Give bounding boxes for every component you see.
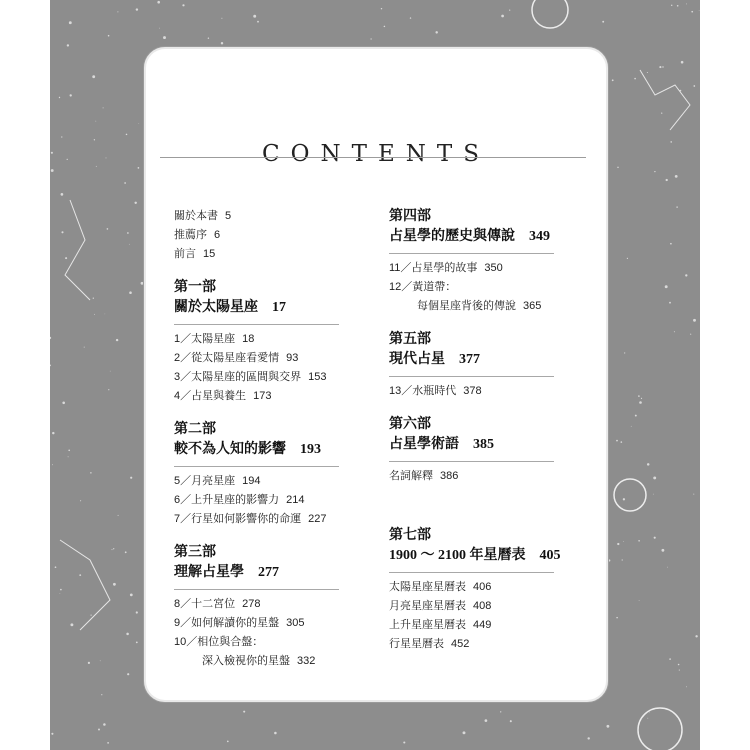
star-dot bbox=[60, 593, 61, 594]
star-dot bbox=[638, 540, 640, 542]
star-dot bbox=[617, 543, 619, 545]
star-dot bbox=[501, 15, 504, 18]
sun-icon-top bbox=[532, 0, 568, 28]
star-dot bbox=[94, 139, 95, 140]
star-dot bbox=[463, 731, 466, 734]
part-label: 第四部 bbox=[389, 209, 431, 224]
part-section bbox=[389, 207, 599, 316]
section-divider bbox=[174, 589, 339, 590]
star-dot bbox=[107, 742, 109, 744]
star-dot bbox=[134, 202, 136, 204]
star-dot bbox=[221, 42, 223, 44]
star-dot bbox=[654, 171, 655, 172]
part-label: 第二部 bbox=[174, 422, 216, 437]
star-dot bbox=[631, 426, 632, 427]
star-dot bbox=[157, 1, 160, 4]
toc-entry[interactable]: 前言 15 bbox=[174, 248, 216, 260]
star-dot bbox=[690, 334, 691, 335]
part-label: 第七部 bbox=[389, 528, 431, 543]
section-divider bbox=[174, 466, 339, 467]
section-divider bbox=[389, 376, 554, 377]
star-dot bbox=[84, 347, 85, 348]
toc-entry[interactable]: 4／占星與養生 173 bbox=[174, 390, 272, 402]
toc-entry[interactable]: 月亮星座星曆表 408 bbox=[389, 600, 492, 612]
star-dot bbox=[108, 389, 109, 390]
star-dot bbox=[94, 314, 95, 315]
star-dot bbox=[510, 720, 512, 722]
star-dot bbox=[126, 633, 129, 636]
star-dot bbox=[59, 97, 60, 98]
star-dot bbox=[693, 319, 696, 322]
star-dot bbox=[686, 686, 687, 687]
star-dot bbox=[108, 35, 110, 37]
contents-card bbox=[143, 46, 609, 703]
star-dot bbox=[638, 395, 640, 397]
star-dot bbox=[649, 712, 650, 713]
star-dot bbox=[51, 733, 53, 735]
star-dot bbox=[370, 38, 371, 39]
toc-entry[interactable]: 13／水瓶時代 378 bbox=[389, 385, 482, 397]
star-dot bbox=[685, 274, 687, 276]
star-dot bbox=[68, 456, 69, 457]
star-dot bbox=[68, 449, 70, 451]
star-dot bbox=[113, 583, 116, 586]
constellation-top-right bbox=[640, 70, 690, 130]
toc-entry[interactable]: 名詞解釋 386 bbox=[389, 470, 459, 482]
star-dot bbox=[60, 589, 62, 591]
star-dot bbox=[139, 123, 140, 124]
star-dot bbox=[622, 559, 623, 560]
toc-entry[interactable]: 6／上升星座的影響力 214 bbox=[174, 494, 305, 506]
star-dot bbox=[79, 574, 81, 576]
star-dot bbox=[69, 21, 72, 24]
star-dot bbox=[125, 551, 127, 553]
star-dot bbox=[130, 594, 133, 597]
star-dot bbox=[621, 441, 623, 443]
star-dot bbox=[587, 737, 589, 739]
star-dot bbox=[106, 157, 107, 158]
part-label: 第五部 bbox=[389, 332, 431, 347]
part-title[interactable]: 1900 ～ 2100 年星曆表 405 bbox=[389, 548, 561, 563]
star-dot bbox=[695, 635, 697, 637]
star-dot bbox=[103, 107, 104, 108]
part-section bbox=[174, 420, 374, 529]
star-dot bbox=[670, 141, 672, 143]
part-title[interactable]: 占星學的歷史與傳說 349 bbox=[389, 229, 550, 244]
star-dot bbox=[612, 79, 614, 81]
part-section bbox=[389, 330, 599, 401]
toc-entry[interactable]: 2／從太陽星座看愛情 93 bbox=[174, 352, 299, 364]
star-dot bbox=[616, 617, 618, 619]
star-dot bbox=[52, 432, 54, 434]
star-dot bbox=[126, 134, 128, 136]
star-dot bbox=[666, 179, 668, 181]
star-dot bbox=[381, 8, 382, 9]
star-dot bbox=[138, 167, 140, 169]
page-title: CONTENTS bbox=[262, 141, 490, 167]
star-dot bbox=[70, 623, 73, 626]
toc-entry[interactable]: 11／占星學的故事 350 bbox=[389, 262, 503, 274]
star-dot bbox=[136, 8, 138, 10]
star-dot bbox=[635, 415, 637, 417]
star-dot bbox=[647, 718, 648, 719]
star-dot bbox=[647, 463, 650, 466]
star-dot bbox=[51, 152, 53, 154]
star-dot bbox=[634, 78, 636, 80]
star-dot bbox=[129, 244, 130, 245]
star-dot bbox=[699, 10, 700, 11]
star-dot bbox=[51, 169, 54, 172]
star-dot bbox=[159, 28, 160, 29]
star-dot bbox=[101, 694, 102, 695]
star-dot bbox=[95, 121, 96, 122]
star-dot bbox=[113, 548, 114, 549]
star-dot bbox=[208, 37, 209, 38]
part-label: 第一部 bbox=[174, 280, 216, 295]
star-dot bbox=[410, 17, 411, 18]
star-dot bbox=[667, 567, 668, 568]
star-dot bbox=[617, 167, 618, 168]
star-dot bbox=[623, 498, 625, 500]
toc-entry[interactable]: 深入檢視你的星盤 332 bbox=[202, 655, 316, 667]
toc-entry[interactable]: 關於本書 5 bbox=[174, 210, 232, 222]
star-dot bbox=[110, 371, 111, 372]
section-divider bbox=[389, 461, 554, 462]
star-dot bbox=[674, 331, 675, 332]
star-dot bbox=[639, 401, 642, 404]
star-dot bbox=[676, 206, 677, 207]
star-dot bbox=[257, 21, 259, 23]
part-section bbox=[389, 415, 599, 486]
constellation-bottom-left bbox=[60, 540, 110, 630]
star-dot bbox=[91, 615, 92, 616]
star-dot bbox=[641, 398, 642, 399]
star-dot bbox=[90, 472, 91, 473]
constellation-left bbox=[65, 200, 90, 300]
star-dot bbox=[639, 600, 640, 601]
toc-entry[interactable]: 每個星座背後的傳說 365 bbox=[417, 300, 542, 312]
star-dot bbox=[661, 112, 662, 113]
star-dot bbox=[403, 741, 405, 743]
star-dot bbox=[100, 660, 101, 661]
star-dot bbox=[116, 339, 118, 341]
star-dot bbox=[627, 258, 628, 259]
star-dot bbox=[50, 365, 51, 367]
part-section bbox=[174, 543, 374, 671]
section-divider bbox=[174, 324, 339, 325]
sun-icon bbox=[638, 708, 682, 750]
section-divider bbox=[389, 253, 554, 254]
star-dot bbox=[105, 314, 106, 315]
star-dot bbox=[654, 537, 656, 539]
part-section bbox=[174, 278, 374, 406]
star-dot bbox=[67, 44, 69, 46]
part-title[interactable]: 占星學術語 385 bbox=[389, 437, 494, 452]
star-dot bbox=[93, 298, 94, 299]
star-dot bbox=[88, 662, 90, 664]
star-dot bbox=[70, 94, 72, 96]
star-dot bbox=[500, 711, 501, 712]
section-divider bbox=[389, 572, 554, 573]
front-matter bbox=[174, 207, 374, 264]
star-dot bbox=[681, 61, 684, 64]
star-dot bbox=[647, 72, 648, 73]
star-dot bbox=[677, 5, 679, 7]
star-dot bbox=[65, 257, 67, 259]
star-dot bbox=[665, 285, 668, 288]
star-dot bbox=[96, 166, 97, 167]
star-dot bbox=[103, 723, 106, 726]
star-dot bbox=[678, 664, 680, 666]
star-dot bbox=[659, 66, 661, 68]
part-label: 第六部 bbox=[389, 417, 431, 432]
star-dot bbox=[136, 611, 138, 613]
star-dot bbox=[693, 494, 694, 495]
star-dot bbox=[623, 541, 624, 542]
star-dot bbox=[679, 670, 680, 671]
star-dot bbox=[117, 11, 118, 12]
part-title[interactable]: 現代占星 377 bbox=[389, 352, 480, 367]
star-dot bbox=[52, 464, 53, 465]
toc-entry[interactable]: 太陽星座星曆表 406 bbox=[389, 581, 492, 593]
toc-entry[interactable]: 7／行星如何影響你的命運 227 bbox=[174, 513, 327, 525]
star-dot bbox=[661, 549, 664, 552]
part-title[interactable]: 理解占星學 277 bbox=[174, 565, 279, 580]
star-dot bbox=[221, 18, 222, 19]
star-dot bbox=[653, 476, 656, 479]
toc-entry[interactable]: 5／月亮星座 194 bbox=[174, 475, 261, 487]
star-dot bbox=[675, 175, 678, 178]
part-section bbox=[389, 526, 599, 654]
star-dot bbox=[384, 26, 386, 28]
toc-entry[interactable]: 8／十二宮位 278 bbox=[174, 598, 261, 610]
star-dot bbox=[243, 711, 245, 713]
star-dot bbox=[653, 494, 654, 495]
star-dot bbox=[127, 232, 129, 234]
toc-entry[interactable]: 9／如何解讀你的星盤 305 bbox=[174, 617, 305, 629]
toc-entry[interactable]: 推薦序 6 bbox=[174, 229, 221, 241]
star-dot bbox=[129, 291, 132, 294]
star-dot bbox=[602, 21, 604, 23]
star-dot bbox=[61, 193, 64, 196]
star-dot bbox=[80, 500, 81, 501]
part-label: 第三部 bbox=[174, 545, 216, 560]
toc-entry[interactable]: 3／太陽星座的區間與交界 153 bbox=[174, 371, 327, 383]
star-dot bbox=[127, 673, 129, 675]
toc-entry[interactable]: 行星星曆表 452 bbox=[389, 638, 470, 650]
star-dot bbox=[274, 732, 277, 735]
moon-icon bbox=[614, 479, 646, 511]
star-dot bbox=[98, 729, 100, 731]
title-divider bbox=[160, 157, 586, 158]
star-dot bbox=[435, 31, 437, 33]
star-dot bbox=[693, 85, 695, 87]
star-dot bbox=[112, 549, 113, 550]
toc-entry[interactable]: 10／相位與合盤： bbox=[174, 636, 264, 648]
star-dot bbox=[253, 15, 256, 18]
star-dot bbox=[662, 66, 663, 67]
star-dot bbox=[118, 515, 119, 516]
star-dot bbox=[686, 3, 687, 4]
star-dot bbox=[509, 10, 510, 11]
toc-entry[interactable]: 上升星座星曆表 449 bbox=[389, 619, 492, 631]
star-dot bbox=[669, 658, 671, 660]
star-dot bbox=[606, 725, 609, 728]
star-dot bbox=[163, 36, 166, 39]
star-dot bbox=[227, 741, 229, 743]
star-dot bbox=[67, 159, 68, 160]
star-dot bbox=[130, 477, 132, 479]
star-dot bbox=[671, 5, 672, 6]
toc-entry[interactable]: 1／太陽星座 18 bbox=[174, 333, 255, 345]
star-dot bbox=[92, 75, 95, 78]
star-dot bbox=[50, 337, 51, 339]
star-dot bbox=[107, 228, 109, 230]
star-dot bbox=[61, 231, 63, 233]
star-dot bbox=[136, 641, 138, 643]
toc-left-column bbox=[174, 207, 374, 671]
toc-entry[interactable]: 12／黃道帶： bbox=[389, 281, 457, 293]
star-dot bbox=[691, 11, 693, 13]
star-dot bbox=[124, 182, 126, 184]
star-dot bbox=[182, 4, 184, 6]
part-title[interactable]: 關於太陽星座 17 bbox=[174, 300, 286, 315]
star-dot bbox=[616, 440, 618, 442]
star-dot bbox=[61, 136, 62, 137]
star-dot bbox=[485, 719, 488, 722]
star-dot bbox=[670, 243, 672, 245]
star-dot bbox=[624, 352, 625, 353]
star-dot bbox=[669, 302, 671, 304]
toc-right-column bbox=[389, 207, 599, 654]
star-dot bbox=[55, 566, 57, 568]
part-title[interactable]: 較不為人知的影響 193 bbox=[174, 442, 321, 457]
star-dot bbox=[62, 402, 65, 405]
